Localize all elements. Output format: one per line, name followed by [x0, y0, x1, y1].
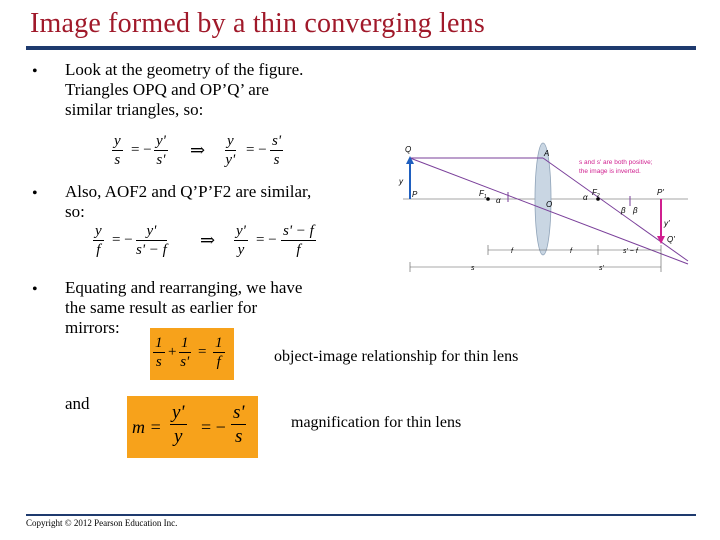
frac-yp-over-y: $\frac{y'}{y}$ [236, 223, 246, 258]
eq-sign: = − [256, 232, 277, 248]
label-p-prime: P' [657, 188, 664, 197]
bullet-2-line-2: so: [65, 202, 85, 221]
thin-lens-diagram [393, 134, 695, 274]
frac-1-over-sp: $\frac{1}{s'}$ [180, 335, 190, 370]
bullet-1-text [65, 60, 303, 120]
bullet-marker: • [32, 281, 38, 298]
label-sp-minus-f: s' − f [623, 248, 638, 255]
bullet-3-line-2: the same result as earlier for [65, 298, 258, 317]
frac-yp-over-sp: $\frac{y'}{s'}$ [156, 133, 166, 168]
label-alpha: α [496, 196, 501, 205]
frac-y-over-yp: $\frac{y}{y'}$ [225, 133, 236, 168]
frac-yp-over-spf: $\frac{y'}{s' - f}$ [136, 223, 167, 258]
label-beta-2: β [633, 206, 638, 215]
label-y-prime: y' [664, 219, 670, 228]
magnification-note: magnification for thin lens [291, 414, 462, 431]
label-f-left: f [511, 248, 513, 255]
bullet-2-line-1: Also, AOF2 and Q’P’F2 are similar, [65, 182, 312, 201]
frac-sp-over-s: $\frac{s'}{s}$ [233, 402, 245, 447]
frac-1-over-f: $\frac{1}{f}$ [215, 335, 223, 370]
eq-sign: = − [201, 417, 226, 437]
label-alpha-2: α [583, 193, 588, 202]
title-divider [26, 46, 696, 50]
thin-lens-equation-box [150, 328, 234, 380]
label-a: A [544, 149, 550, 158]
frac-yp-over-y: $\frac{y'}{y}$ [172, 402, 185, 447]
label-q: Q [405, 145, 412, 154]
label-o: O [546, 200, 553, 209]
footer-divider [26, 514, 696, 516]
frac-y-over-s: $\frac{y}{s}$ [114, 133, 121, 168]
label-f-right: f [570, 248, 572, 255]
bullet-marker: • [32, 63, 38, 80]
implies-arrow: ⇒ [200, 230, 216, 250]
and-label: and [65, 394, 90, 413]
focal-point-f1 [486, 197, 490, 201]
frac-1-over-s: $\frac{1}{s}$ [155, 335, 163, 370]
label-y: y [399, 177, 403, 186]
bullet-3-line-3: mirrors: [65, 318, 120, 337]
label-f1: $F_1$ [479, 189, 487, 200]
eq-sign: = [198, 344, 207, 360]
slide-title: Image formed by a thin converging lens [30, 8, 485, 39]
frac-spf-over-f: $\frac{s' - f}{f}$ [283, 223, 314, 258]
bullet-1-line-1: Look at the geometry of the figure. [65, 60, 304, 79]
bullet-2-text [65, 182, 311, 222]
bullet-marker: • [32, 185, 38, 202]
label-beta: β [621, 206, 626, 215]
bullet-3-line-1: Equating and rearranging, we have [65, 278, 303, 297]
implies-arrow: ⇒ [190, 140, 206, 160]
magnification-equation-box [127, 396, 258, 458]
diagram-caption-line-2: the image is inverted. [579, 168, 641, 175]
thin-lens-note: object-image relationship for thin lens [274, 348, 519, 365]
eq-sign: = − [131, 142, 152, 158]
m-equals: m = [132, 417, 162, 437]
label-s: s [471, 265, 475, 272]
converging-lens [535, 143, 551, 255]
copyright-notice: Copyright © 2012 Pearson Education Inc. [26, 518, 178, 528]
label-f2: $F_2$ [592, 188, 600, 199]
frac-sp-over-s: $\frac{s'}{s}$ [272, 133, 282, 168]
eq-sign: = − [246, 142, 267, 158]
label-p: P [412, 190, 418, 199]
diagram-caption-line-1: s and s' are both positive; [579, 159, 653, 166]
eq-sign: = − [112, 232, 133, 248]
frac-y-over-f: $\frac{y}{f}$ [95, 223, 102, 258]
bullet-1-line-3: similar triangles, so: [65, 100, 204, 119]
label-s-prime: s' [599, 265, 604, 272]
label-q-prime: Q' [667, 235, 675, 244]
bullet-1-line-2: Triangles OPQ and OP’Q’ are [65, 80, 269, 99]
plus-sign: + [168, 344, 177, 360]
